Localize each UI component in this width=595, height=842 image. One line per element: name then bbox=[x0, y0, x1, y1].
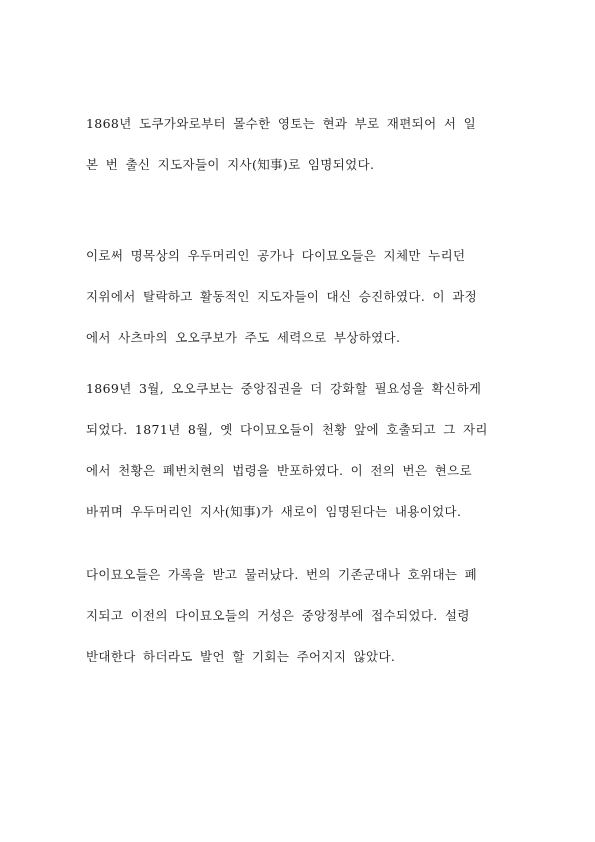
text-line: 지위에서 탈락하고 활동적인 지도자들이 대신 승진하였다. 이 과정 bbox=[86, 289, 478, 304]
text-line: 1868년 도쿠가와로부터 몰수한 영토는 현과 부로 재편되어 서 일 bbox=[86, 116, 476, 131]
text-line: 반대한다 하더라도 발언 할 기회는 주어지지 않았다. bbox=[86, 649, 396, 664]
text-line: 되었다. 1871년 8월, 옛 다이묘오들이 천황 앞에 호출되고 그 자리 bbox=[86, 422, 488, 437]
paragraph-1 bbox=[86, 116, 526, 198]
text-line: 이로써 명목상의 우두머리인 공가나 다이묘오들은 지체만 누리던 bbox=[86, 248, 466, 263]
text-line: 바뀌며 우두머리인 지사(知事)가 새로이 임명된다는 내용이었다. bbox=[86, 504, 462, 519]
text-line: 다이묘오들은 가록을 받고 물러났다. 번의 기존군대나 호위대는 폐 bbox=[86, 567, 478, 582]
paragraph-2 bbox=[86, 248, 526, 371]
text-line: 1869년 3월, 오오쿠보는 중앙집권을 더 강화할 필요성을 확신하게 bbox=[86, 381, 482, 396]
paragraph-3 bbox=[86, 381, 526, 545]
text-line: 본 번 출신 지도자들이 지사(知事)로 임명되었다. bbox=[86, 157, 375, 172]
text-line: 지되고 이전의 다이묘오들의 거성은 중앙정부에 접수되었다. 설령 bbox=[86, 608, 470, 623]
text-line: 에서 사츠마의 오오쿠보가 주도 세력으로 부상하였다. bbox=[86, 330, 401, 345]
paragraph-4 bbox=[86, 567, 526, 690]
text-line: 에서 천황은 폐번치현의 법령을 반포하였다. 이 전의 번은 현으로 bbox=[86, 463, 472, 478]
